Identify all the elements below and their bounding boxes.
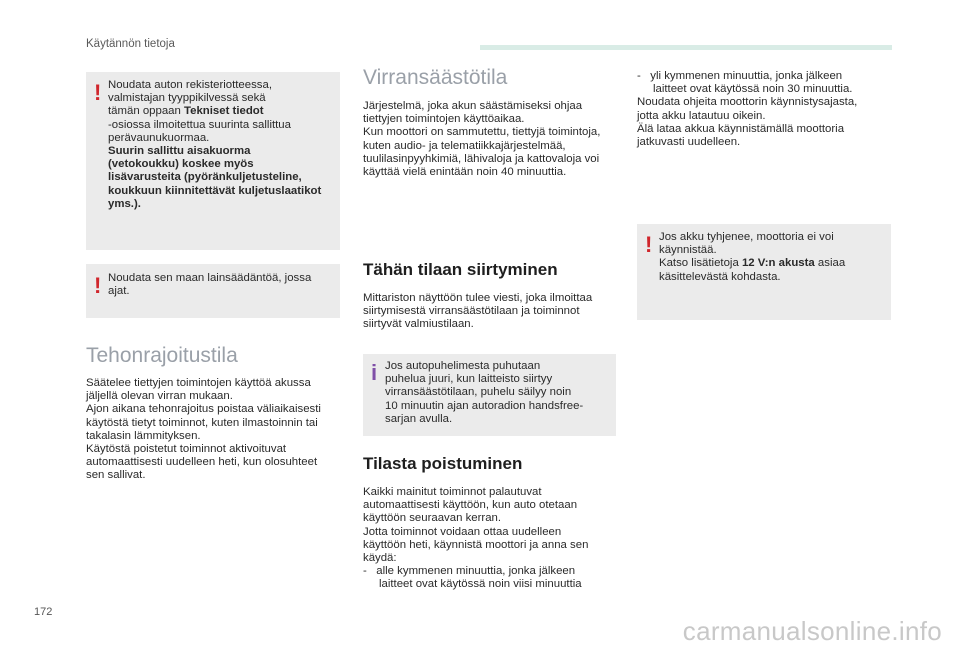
heading-energy-saving-mode: Virransäästötila <box>363 66 508 89</box>
paragraph-exiting-mode: Kaikki mainitut toiminnot palautuvat automaattisesti käyttöön, kun auto otetaan käyttöön seuraavan kerran. Jotta toiminnot voidaan ottaa uudelleen käyttöön heti, käynnistä moottori ja anna sen käydä: - alle kymmenen minuuttia, jonka jälkeen laitteet ovat käytössä noin viisi minuuttia <box>363 486 589 591</box>
watermark: carmanualsonline.info <box>682 616 942 646</box>
paragraph-power-limit: Säätelee tiettyjen toimintojen käyttöä akussa jäljellä olevan virran mukaan. Ajon aikana tehonrajoitus poistaa väliaikaisesti käytöstä tietyt toiminnot, kuten ilmastoinnin tai takalasin lämmityksen. Käytöstä poistetut toiminnot aktivoituvat automaattisesti uudelleen heti, kun olosuhteet sen sallivat. <box>86 377 321 482</box>
header-accent-bar <box>480 45 892 50</box>
warning-icon: ! <box>94 273 102 298</box>
section-header: Käytännön tietoja <box>86 38 175 50</box>
paragraph-entering-mode: Mittariston näyttöön tulee viesti, joka ilmoittaa siirtymisestä virransäästötilaan ja toiminnot siirtyvät valmiustilaan. <box>363 292 593 331</box>
warning-icon: ! <box>94 80 102 105</box>
paragraph-continued: - yli kymmenen minuuttia, jonka jälkeen laitteet ovat käytössä noin 30 minuuttia. Noudata ohjeita moottorin käynnistysajasta, jotta akku latautuu oikein. Älä lataa akkua käynnistämällä moottoria jatkuvasti uudelleen. <box>637 70 858 149</box>
info-text: Jos autopuhelimesta puhutaan puhelua juuri, kun laitteisto siirtyy virransäästötilaan, puhelu säilyy noin 10 minuutin ajan autoradion handsfree- sarjan avulla. <box>385 360 584 425</box>
warning-box-legislation <box>86 264 340 318</box>
paragraph-energy-saving: Järjestelmä, joka akun säästämiseksi ohjaa tiettyjen toimintojen käyttöaikaa. Kun moottori on sammutettu, tiettyjä toimintoja, kuten audio- ja telematiikkajärjestelmää, tuulilasinpyyhkimiä, lähivaloja ja kattovaloja voi käyttää vielä enintään noin 40 minuuttia. <box>363 100 601 179</box>
heading-power-limit-mode: Tehonrajoitustila <box>86 344 238 367</box>
info-icon: i <box>371 360 378 385</box>
info-box-phone-call <box>363 354 616 436</box>
warning-text: Noudata sen maan lainsäädäntöä, jossa ajat. <box>108 272 312 298</box>
warning-text: Noudata auton rekisteriotteessa, valmistajan tyyppikilvessä sekä tämän oppaan Tekniset tiedot -osiossa ilmoitettua suurinta sallittua perävaunukuormaa. Suurin sallittu aisakuorma (vetokoukku) koskee myös lisävarusteita (pyöränkuljetusteline, koukkuun kiinnitettävät kuljetuslaatikot yms.). <box>108 79 322 210</box>
warning-icon: ! <box>645 232 653 257</box>
warning-text: Jos akku tyhjenee, moottoria ei voi käynnistää. Katso lisätietoja 12 V:n akusta asiaa käsittelevästä kohdasta. <box>659 231 846 283</box>
warning-box-trailer-load <box>86 72 340 250</box>
page-number: 172 <box>34 606 53 618</box>
warning-box-battery <box>637 224 891 320</box>
heading-exiting-mode: Tilasta poistuminen <box>363 454 523 473</box>
heading-entering-mode: Tähän tilaan siirtyminen <box>363 260 558 279</box>
